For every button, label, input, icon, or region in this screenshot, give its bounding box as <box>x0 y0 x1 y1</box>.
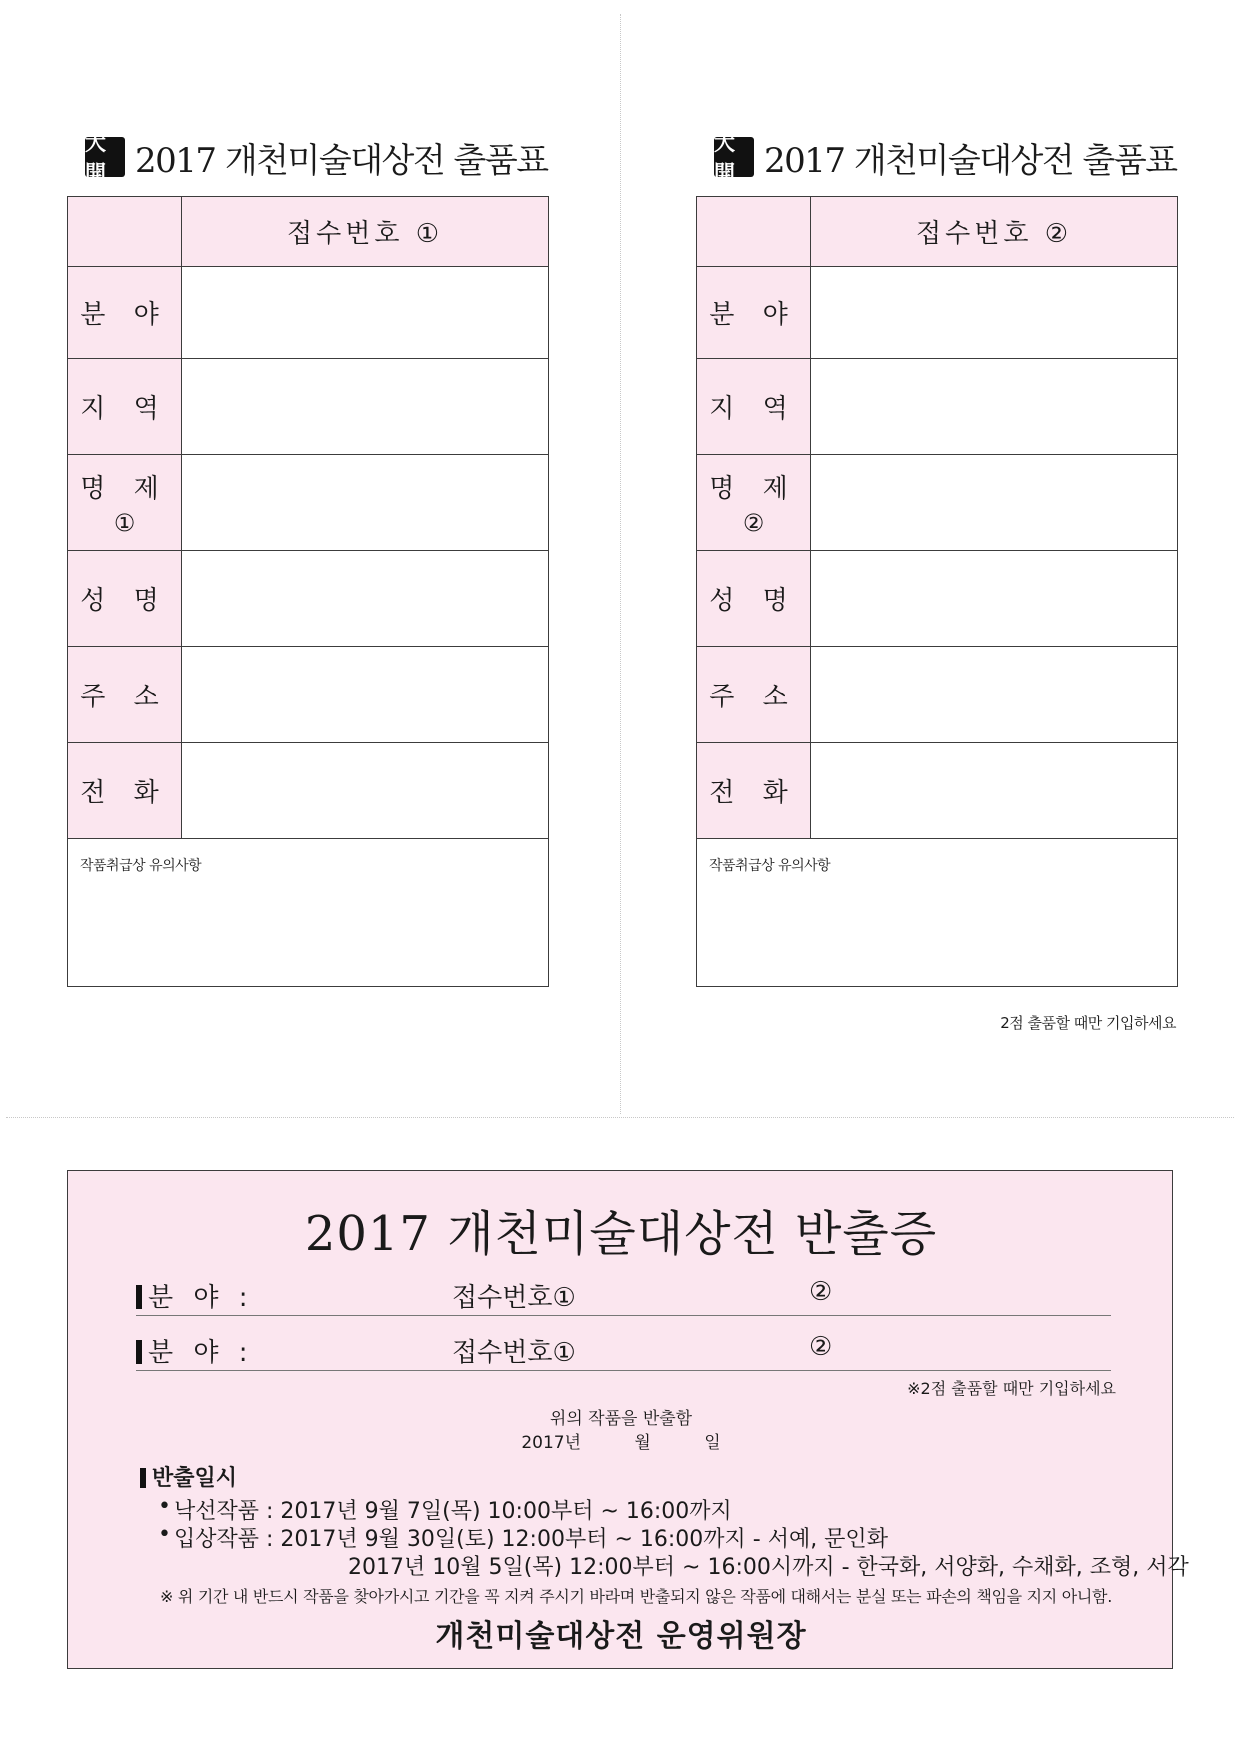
field-input-category[interactable] <box>182 267 549 359</box>
vertical-cut-line <box>620 14 621 1114</box>
card-header <box>714 130 1178 185</box>
field-input-name[interactable] <box>811 551 1178 647</box>
entry-table <box>67 196 549 987</box>
field-label-phone: 전 화 <box>697 743 811 839</box>
slip-receipt-2: ② <box>809 1277 833 1307</box>
seal-logo: 大開 <box>85 137 125 177</box>
field-input-address[interactable] <box>811 647 1178 743</box>
slip-receipt-2: ② <box>809 1332 833 1362</box>
field-label-title-number: ② <box>742 509 765 537</box>
bullet-bar-icon <box>136 1340 142 1364</box>
corner-cell <box>697 197 811 267</box>
card-title: 2017 개천미술대상전 출품표 <box>135 140 548 181</box>
entry-table <box>696 196 1178 987</box>
horizontal-cut-line <box>6 1117 1234 1118</box>
card-title: 2017 개천미술대상전 출품표 <box>764 140 1177 181</box>
field-label-name: 성 명 <box>697 551 811 647</box>
slip-receipt-1: 접수번호① <box>452 1338 576 1368</box>
entry-form-1 <box>67 132 549 987</box>
field-label-region: 지 역 <box>68 359 182 455</box>
card-header <box>85 130 549 185</box>
field-label-category: 분 야 <box>68 267 182 359</box>
handling-notes-box[interactable] <box>68 839 549 987</box>
field-input-phone[interactable] <box>811 743 1178 839</box>
date-year: 2017년 <box>521 1433 581 1453</box>
bullet-bar-icon <box>140 1468 146 1488</box>
field-input-region[interactable] <box>811 359 1178 455</box>
field-label-title-text: 명 제 <box>709 474 798 504</box>
slip-note: ※2점 출품할 때만 기입하세요 <box>907 1379 1116 1398</box>
slip-field: 분 야 : <box>136 1277 254 1314</box>
field-input-category[interactable] <box>811 267 1178 359</box>
schedule-line: • 입상작품 : 2017년 9월 30일(토) 12:00부터 ~ 16:00까지 - 서예, 문인화 <box>158 1522 888 1552</box>
schedule-heading: 반출일시 <box>140 1461 1140 1492</box>
return-slip <box>67 1170 1189 1669</box>
receipt-number-label: 접수번호 ① <box>182 197 549 267</box>
return-text: 위의 작품을 반출함 <box>549 1409 693 1429</box>
field-label-phone: 전 화 <box>68 743 182 839</box>
bullet-bar-icon <box>136 1285 142 1309</box>
field-label-title <box>697 455 811 551</box>
field-input-phone[interactable] <box>182 743 549 839</box>
corner-cell <box>68 197 182 267</box>
entry-form-2 <box>696 132 1178 987</box>
slip-field: 분 야 : <box>136 1332 254 1369</box>
handling-notes-label: 작품취급상 유의사항 <box>709 858 831 874</box>
field-input-address[interactable] <box>182 647 549 743</box>
field-input-name[interactable] <box>182 551 549 647</box>
field-label-title-number: ① <box>113 509 136 537</box>
schedule-warning: ※ 위 기간 내 반드시 작품을 찾아가시고 기간을 꼭 지켜 주시기 바라며 반출되지 않은 작품에 대해서는 분실 또는 파손의 책임을 지지 아니함. <box>160 1587 1112 1606</box>
return-confirmation <box>68 1407 1174 1455</box>
return-schedule <box>140 1461 1189 1607</box>
slip-title: 2017 개천미술대상전 반출증 <box>304 1206 938 1262</box>
slip-row[interactable] <box>136 1277 1111 1316</box>
date-month: 월 <box>634 1433 651 1453</box>
field-label-title-text: 명 제 <box>80 474 169 504</box>
field-label-name: 성 명 <box>68 551 182 647</box>
field-label-address: 주 소 <box>68 647 182 743</box>
field-input-region[interactable] <box>182 359 549 455</box>
field-input-title[interactable] <box>811 455 1178 551</box>
schedule-line: 2017년 10월 5일(목) 12:00부터 ~ 16:00시까지 - 한국화, 서양화, 수채화, 조형, 서각 <box>348 1555 1189 1580</box>
handling-notes-label: 작품취급상 유의사항 <box>80 858 202 874</box>
slip-row[interactable] <box>136 1332 1111 1371</box>
receipt-number-label: 접수번호 ② <box>811 197 1178 267</box>
field-label-region: 지 역 <box>697 359 811 455</box>
committee-signature: 개천미술대상전 운영위원장 <box>435 1619 807 1654</box>
slip-receipt-1: 접수번호① <box>452 1283 576 1313</box>
second-entry-note: 2점 출품할 때만 기입하세요 <box>1000 1014 1176 1032</box>
return-date <box>68 1431 1174 1455</box>
date-day: 일 <box>704 1433 721 1453</box>
schedule-line: • 낙선작품 : 2017년 9월 7일(목) 10:00부터 ~ 16:00까지 <box>158 1494 732 1524</box>
seal-logo: 大開 <box>714 137 754 177</box>
field-label-category: 분 야 <box>697 267 811 359</box>
field-input-title[interactable] <box>182 455 549 551</box>
field-label-address: 주 소 <box>697 647 811 743</box>
field-label-title <box>68 455 182 551</box>
handling-notes-box[interactable] <box>697 839 1178 987</box>
